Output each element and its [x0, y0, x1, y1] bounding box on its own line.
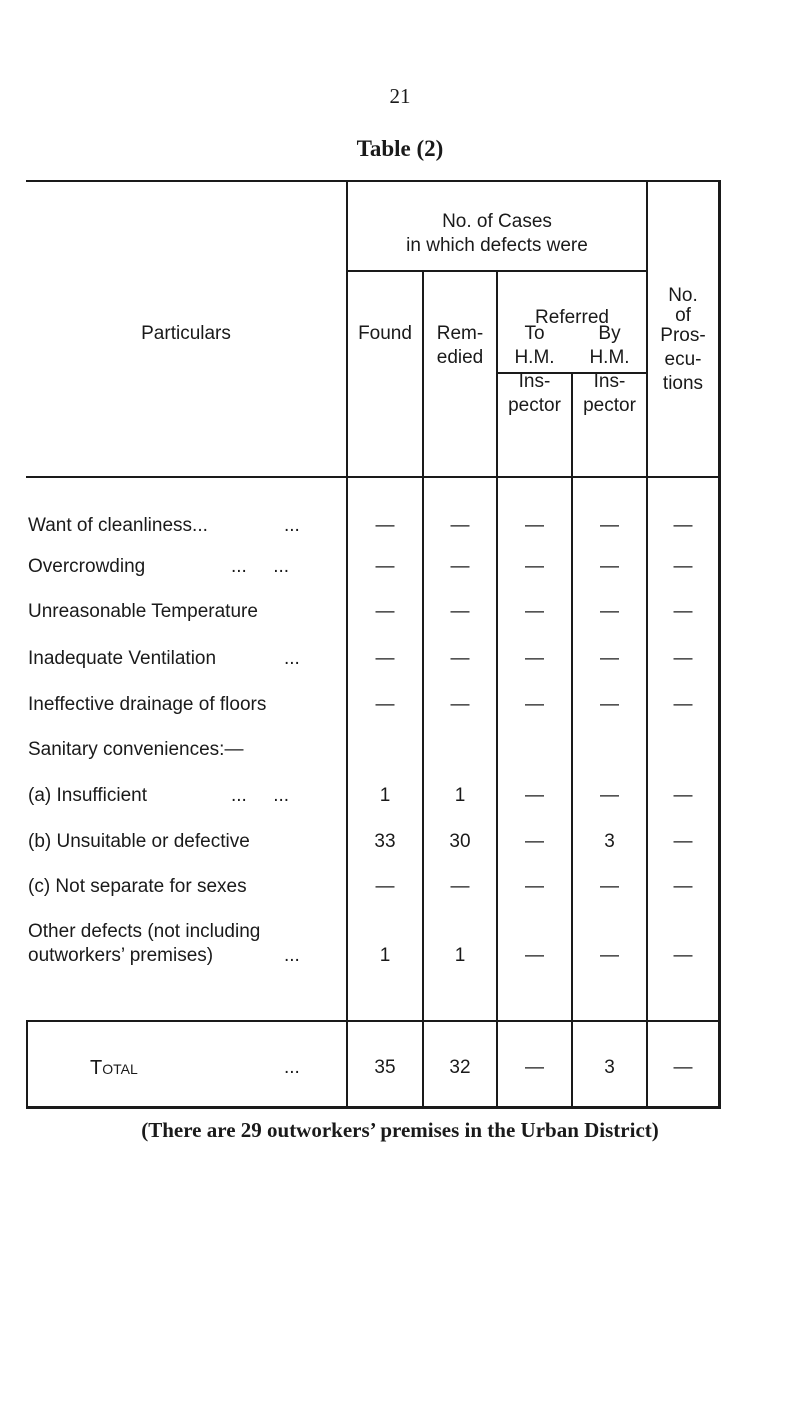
row-dots: ... ...	[231, 556, 290, 577]
row-dots: ...	[284, 648, 300, 669]
cell-to: —	[525, 694, 544, 715]
header-found: Found	[358, 323, 412, 344]
col-line-found	[346, 180, 348, 1109]
col-line-remedied	[422, 270, 424, 1109]
header-by-line-3: Ins-	[593, 371, 626, 392]
header-pros-line-3: Pros-	[660, 325, 706, 346]
cell-by: —	[600, 876, 619, 897]
cell-remedied: —	[450, 601, 470, 622]
header-to-line-2: H.M.	[514, 347, 555, 368]
header-to-line-3: Ins-	[518, 371, 551, 392]
total-label: Total	[90, 1057, 138, 1079]
cell-pros: —	[673, 785, 693, 806]
cell-by: —	[600, 648, 619, 669]
cell-to: —	[525, 515, 544, 536]
header-to-line-1: To	[524, 323, 545, 344]
total-to: —	[525, 1057, 544, 1078]
header-cases-line-1: No. of Cases	[442, 211, 552, 232]
total-top-line	[26, 1020, 721, 1022]
defects-table	[26, 180, 721, 1110]
cell-found: 1	[379, 785, 391, 806]
cell-pros: —	[673, 601, 693, 622]
cell-found: —	[375, 694, 395, 715]
row-dots: ...	[284, 945, 300, 966]
row-label: (a) Insufficient	[28, 785, 147, 806]
row-dots: ...	[284, 515, 300, 536]
header-bottom-line	[26, 476, 721, 478]
cell-found: —	[375, 556, 395, 577]
cell-remedied: —	[450, 694, 470, 715]
row-label: (b) Unsuitable or defective	[28, 831, 250, 852]
cell-remedied: 30	[449, 831, 471, 852]
header-group-line	[346, 270, 648, 272]
header-to-line-4: pector	[508, 395, 561, 416]
cell-pros: —	[673, 648, 693, 669]
table-left-border-total	[26, 1020, 28, 1109]
header-remedied-line-1: Rem-	[436, 323, 484, 344]
cell-to: —	[525, 785, 544, 806]
table-top-border	[26, 180, 721, 182]
cell-found: 33	[374, 831, 396, 852]
cell-pros: —	[673, 694, 693, 715]
cell-remedied: —	[450, 556, 470, 577]
total-pros: —	[673, 1057, 693, 1078]
table-right-border	[718, 180, 721, 1109]
cell-remedied: —	[450, 648, 470, 669]
cell-to: —	[525, 945, 544, 966]
cell-to: —	[525, 876, 544, 897]
header-by-hm	[573, 322, 646, 418]
cell-found: —	[375, 876, 395, 897]
row-label: (c) Not separate for sexes	[28, 876, 247, 897]
row-label-continued: outworkers’ premises)	[28, 945, 214, 966]
cell-pros: —	[673, 945, 693, 966]
cell-to: —	[525, 831, 544, 852]
page-number: 21	[389, 84, 411, 108]
cell-found: —	[375, 648, 395, 669]
total-by: 3	[604, 1057, 615, 1078]
cell-pros: —	[673, 831, 693, 852]
header-remedied-line-2: edied	[436, 347, 484, 368]
cell-by: 3	[604, 831, 615, 852]
cell-to: —	[525, 556, 544, 577]
header-referred: Referred	[535, 307, 609, 328]
table-title: Table (2)	[356, 136, 444, 161]
row-label: Unreasonable Temperature	[28, 601, 258, 622]
cell-found: —	[375, 515, 395, 536]
cell-by: —	[600, 694, 619, 715]
cell-to: —	[525, 648, 544, 669]
row-label: Inadequate Ventilation	[28, 648, 217, 669]
table-bottom-border	[26, 1106, 721, 1109]
cell-by: —	[600, 515, 619, 536]
cell-remedied: —	[450, 515, 470, 536]
cell-by: —	[600, 785, 619, 806]
cell-pros: —	[673, 876, 693, 897]
total-remedied: 32	[449, 1057, 471, 1078]
cell-by: —	[600, 945, 619, 966]
header-remedied	[424, 322, 496, 370]
header-particulars: Particulars	[141, 323, 231, 344]
cell-by: —	[600, 556, 619, 577]
cell-remedied: 1	[454, 945, 466, 966]
row-label: Other defects (not including	[28, 921, 261, 942]
header-pros-line-2: of	[675, 305, 691, 326]
cell-to: —	[525, 601, 544, 622]
header-cases-line-2: in which defects were	[406, 235, 588, 256]
cell-remedied: —	[450, 876, 470, 897]
cell-pros: —	[673, 556, 693, 577]
header-pros-line-4: ecu-	[664, 349, 702, 370]
cell-remedied: 1	[454, 785, 466, 806]
footnote: (There are 29 outworkers’ premises in the Urban District)	[141, 1118, 659, 1142]
row-dots: ... ...	[231, 785, 290, 806]
header-by-line-1: By	[598, 323, 621, 344]
header-cases-group	[348, 210, 646, 258]
cell-found: —	[375, 601, 395, 622]
row-label: Sanitary conveniences:—	[28, 739, 244, 760]
cell-pros: —	[673, 515, 693, 536]
row-label: Overcrowding	[28, 556, 146, 577]
row-label: Want of cleanliness...	[28, 515, 208, 536]
total-found: 35	[374, 1057, 396, 1078]
row-label: Ineffective drainage of floors	[28, 694, 267, 715]
total-dots: ...	[284, 1057, 300, 1078]
header-by-line-2: H.M.	[589, 347, 630, 368]
cell-found: 1	[379, 945, 391, 966]
header-prosecutions	[648, 284, 718, 396]
header-by-line-4: pector	[583, 395, 636, 416]
header-pros-line-1: No.	[668, 285, 698, 306]
col-line-by	[571, 372, 573, 1109]
cell-by: —	[600, 601, 619, 622]
header-pros-line-5: tions	[662, 373, 704, 394]
header-to-hm	[498, 322, 571, 418]
